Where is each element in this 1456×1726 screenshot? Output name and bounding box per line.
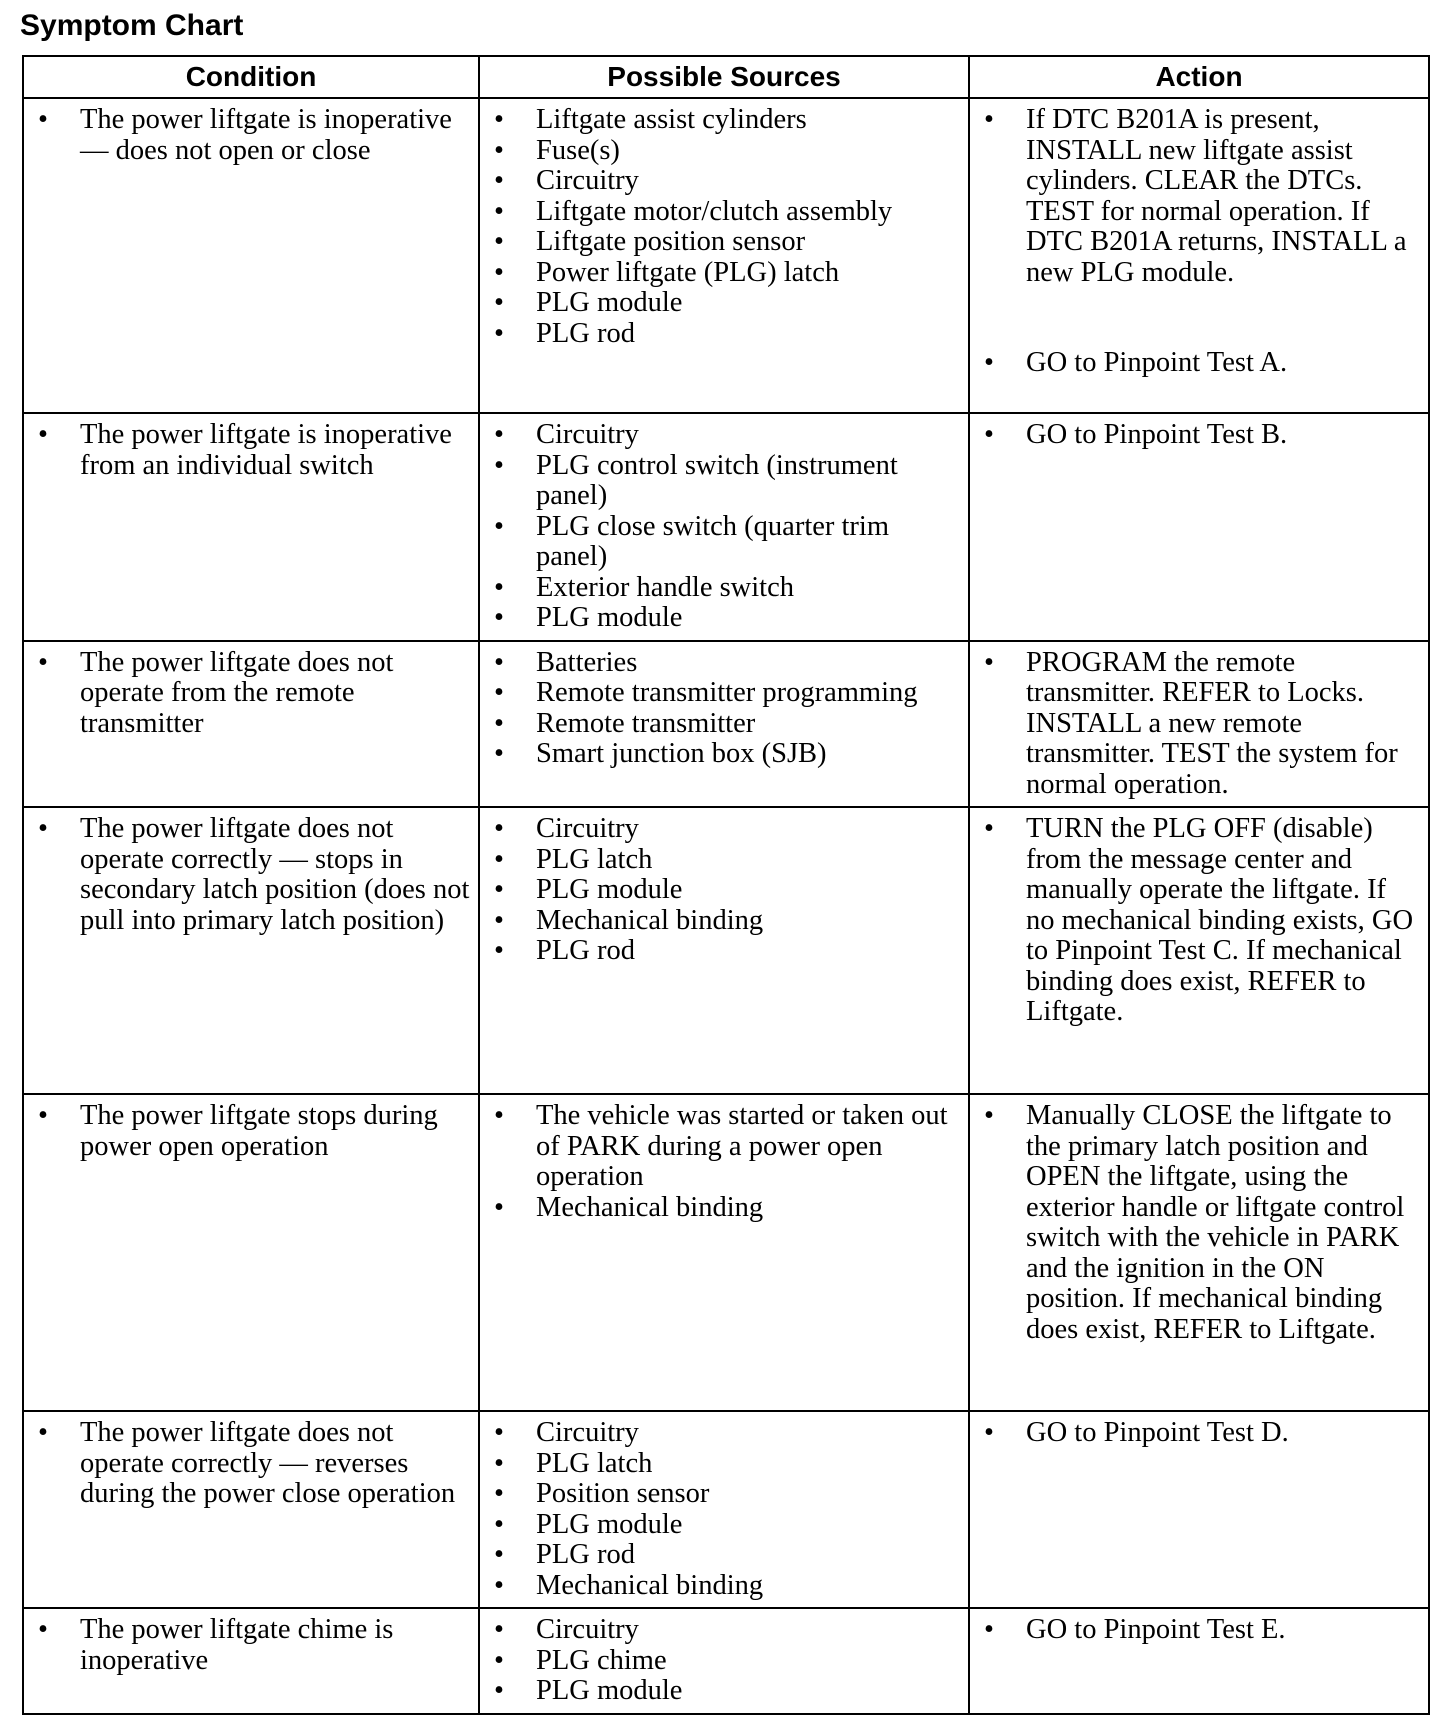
source-item: • Smart junction box (SJB) xyxy=(480,739,960,770)
table-row xyxy=(23,413,1429,641)
action-item: • GO to Pinpoint Test E. xyxy=(970,1615,1420,1646)
action-item: • GO to Pinpoint Test B. xyxy=(970,420,1420,451)
source-item: • PLG control switch (instrument panel) xyxy=(480,451,960,512)
source-item: • PLG chime xyxy=(480,1646,960,1677)
table-row xyxy=(23,98,1429,413)
source-item: • Circuitry xyxy=(480,1615,960,1646)
condition-cell xyxy=(23,413,479,641)
source-item: • Remote transmitter programming xyxy=(480,678,960,709)
source-item: • Mechanical binding xyxy=(480,906,960,937)
sources-cell xyxy=(479,1608,969,1714)
source-item: • PLG module xyxy=(480,1510,960,1541)
table-row xyxy=(23,1608,1429,1714)
condition-text: • The power liftgate does not operate correctly — reverses during the power close operation xyxy=(24,1418,470,1510)
table-row xyxy=(23,641,1429,808)
action-cell xyxy=(969,1094,1429,1411)
source-item: • PLG rod xyxy=(480,1540,960,1571)
condition-cell xyxy=(23,641,479,808)
source-item: • Mechanical binding xyxy=(480,1193,960,1224)
action-cell xyxy=(969,413,1429,641)
condition-text: • The power liftgate does not operate correctly — stops in secondary latch position (does not pull into primary latch position) xyxy=(24,814,470,936)
source-item: • Exterior handle switch xyxy=(480,573,960,604)
action-cell xyxy=(969,1608,1429,1714)
source-item: • Circuitry xyxy=(480,420,960,451)
action-item: • GO to Pinpoint Test A. xyxy=(970,348,1420,379)
source-item: • Circuitry xyxy=(480,166,960,197)
page-title: Symptom Chart xyxy=(20,9,244,42)
sources-cell xyxy=(479,98,969,413)
condition-text: • The power liftgate stops during power open operation xyxy=(24,1101,470,1162)
source-item: • PLG rod xyxy=(480,936,960,967)
action-item: • Manually CLOSE the liftgate to the primary latch position and OPEN the liftgate, using the exterior handle or liftgate control switch with the vehicle in PARK and the ignition in the ON position. If mechanical binding does exist, REFER to Liftgate. xyxy=(970,1101,1420,1345)
header-row xyxy=(23,56,1429,98)
table-row xyxy=(23,807,1429,1094)
source-item: • PLG module xyxy=(480,288,960,319)
condition-text: • The power liftgate does not operate from the remote transmitter xyxy=(24,648,470,740)
source-item: • PLG close switch (quarter trim panel) xyxy=(480,512,960,573)
condition-cell xyxy=(23,807,479,1094)
condition-cell xyxy=(23,1608,479,1714)
source-item: • Liftgate position sensor xyxy=(480,227,960,258)
symptom-table xyxy=(22,55,1430,1715)
column-header-condition: Condition xyxy=(23,56,479,98)
action-item: • GO to Pinpoint Test D. xyxy=(970,1418,1420,1449)
sources-cell xyxy=(479,1094,969,1411)
source-item: • Mechanical binding xyxy=(480,1571,960,1602)
source-item: • Fuse(s) xyxy=(480,136,960,167)
column-header-possible-sources: Possible Sources xyxy=(479,56,969,98)
condition-text: • The power liftgate chime is inoperative xyxy=(24,1615,470,1676)
condition-text: • The power liftgate is inoperative — does not open or close xyxy=(24,105,470,166)
source-item: • PLG module xyxy=(480,1676,960,1707)
source-item: • Circuitry xyxy=(480,1418,960,1449)
source-item: • Liftgate assist cylinders xyxy=(480,105,960,136)
table-row xyxy=(23,1411,1429,1608)
source-item: • PLG latch xyxy=(480,1449,960,1480)
condition-cell xyxy=(23,1094,479,1411)
condition-cell xyxy=(23,1411,479,1608)
action-item: • TURN the PLG OFF (disable) from the message center and manually operate the liftgate. If no mechanical binding exists, GO to Pinpoint Test C. If mechanical binding does exist, REFER to Liftgate. xyxy=(970,814,1420,1028)
sources-cell xyxy=(479,413,969,641)
action-item: • If DTC B201A is present, INSTALL new liftgate assist cylinders. CLEAR the DTCs. TEST for normal operation. If DTC B201A returns, INSTALL a new PLG module. xyxy=(970,105,1420,288)
source-item: • Position sensor xyxy=(480,1479,960,1510)
action-cell xyxy=(969,1411,1429,1608)
source-item: • The vehicle was started or taken out of PARK during a power open operation xyxy=(480,1101,960,1193)
condition-text: • The power liftgate is inoperative from an individual switch xyxy=(24,420,470,481)
source-item: • Power liftgate (PLG) latch xyxy=(480,258,960,289)
source-item: • Liftgate motor/clutch assembly xyxy=(480,197,960,228)
source-item: • Batteries xyxy=(480,648,960,679)
source-item: • Circuitry xyxy=(480,814,960,845)
sources-cell xyxy=(479,641,969,808)
condition-cell xyxy=(23,98,479,413)
sources-cell xyxy=(479,1411,969,1608)
source-item: • PLG module xyxy=(480,875,960,906)
action-cell xyxy=(969,807,1429,1094)
action-cell xyxy=(969,641,1429,808)
source-item: • Remote transmitter xyxy=(480,709,960,740)
source-item: • PLG module xyxy=(480,603,960,634)
column-header-action: Action xyxy=(969,56,1429,98)
source-item: • PLG latch xyxy=(480,845,960,876)
action-cell xyxy=(969,98,1429,413)
sources-cell xyxy=(479,807,969,1094)
table-row xyxy=(23,1094,1429,1411)
action-item: • PROGRAM the remote transmitter. REFER to Locks. INSTALL a new remote transmitter. TEST the system for normal operation. xyxy=(970,648,1420,801)
source-item: • PLG rod xyxy=(480,319,960,350)
